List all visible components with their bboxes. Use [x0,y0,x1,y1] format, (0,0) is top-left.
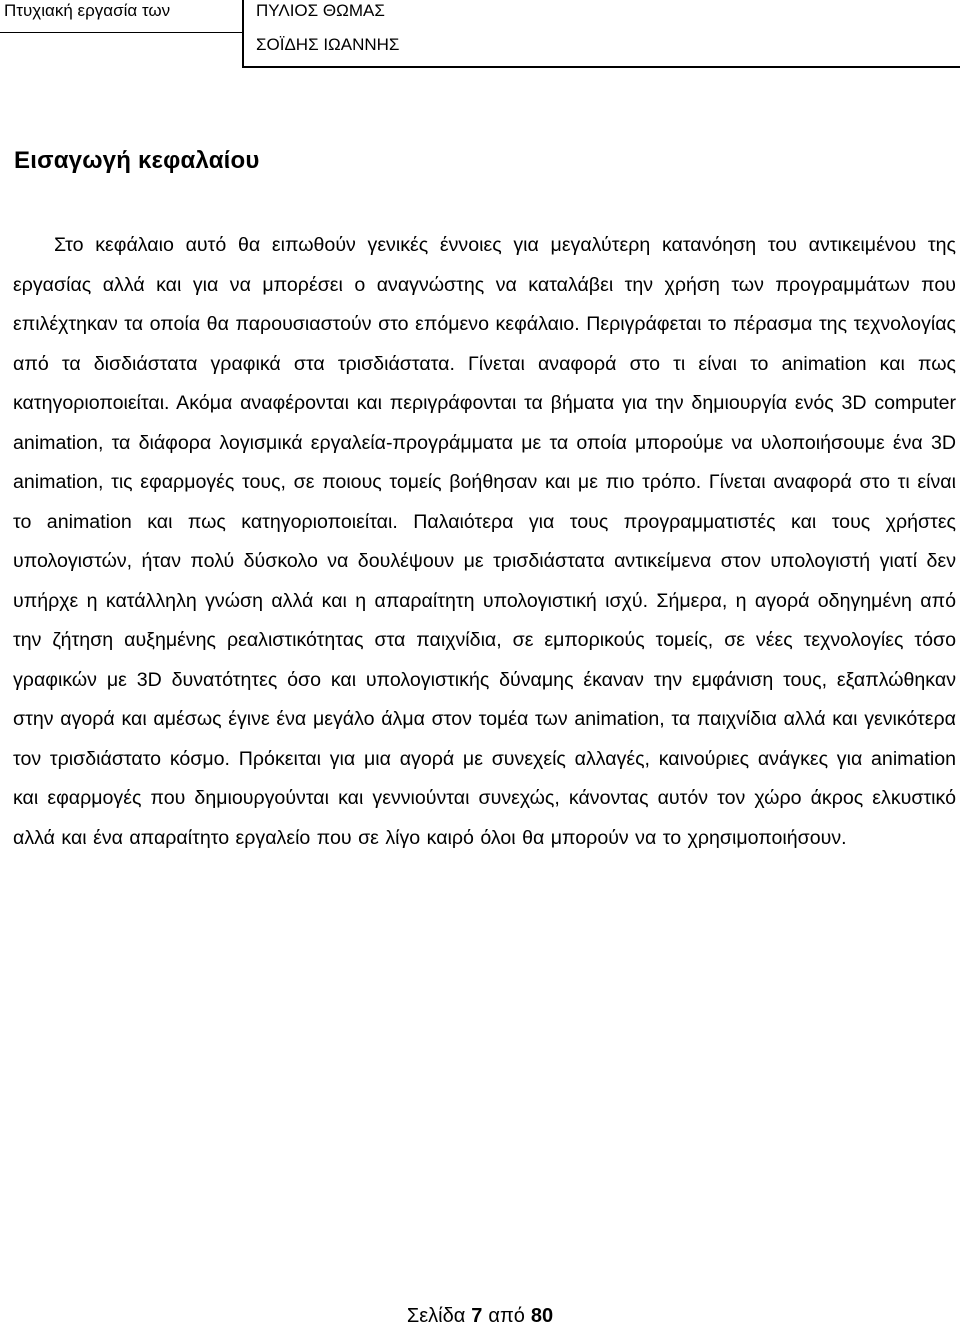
header-title: Πτυχιακή εργασία των [4,1,171,20]
header-title-cell [0,0,242,33]
header-divider [242,0,244,68]
total-pages: 80 [530,1305,554,1327]
page-number: 7 [471,1305,483,1327]
of-label: από [488,1305,525,1327]
page-header [0,0,960,68]
header-bottom-rule [242,66,960,68]
author-name-1: ΠΥΛΙΟΣ ΘΩΜΑΣ [256,1,385,20]
author-name-2: ΣΟΪΔΗΣ ΙΩΑΝΝΗΣ [256,35,400,54]
page-footer [0,1303,960,1329]
page-label: Σελίδα [406,1305,466,1327]
chapter-title: Εισαγωγή κεφαλαίου [14,147,260,174]
chapter-body-paragraph: Στο κεφάλαιο αυτό θα ειπωθούν γενικές έννοιες για μεγαλύτερη κατανόηση του αντικειμένου της εργασίας αλλά και για να μπορέσει ο αναγνώστης να καταλάβει την χρήση των προγραμμάτων που επιλέχτηκαν τα οποία θα παρουσιαστούν στο επόμενο κεφάλαιο. Περιγράφεται το πέρασμα της τεχνολογίας από τα δισδιάστατα γραφικά στα τρισδιάστατα. Γίνεται αναφορά στο τι είναι το animation και πως κατηγοριοποιείται. Ακόμα αναφέρονται και περιγράφονται τα βήματα για την δημιουργία ενός 3D computer animation, τα διάφορα λογισμικά εργαλεία-προγράμματα με τα οποία μπορούμε να υλοποιήσουμε ένα 3D animation, τις εφαρμογές τους, σε ποιους τομείς βοήθησαν και με πιο τρόπο. Γίνεται αναφορά στο τι είναι το animation και πως κατηγοριοποιείται. Παλαιότερα για τους προγραμματιστές και τους χρήστες υπολογιστών, ήταν πολύ δύσκολο να δουλέψουν με τρισδιάστατα αντικείμενα στον υπολογιστή γιατί δεν υπήρχε η κατάλληλη γνώση αλλά και η απαραίτητη υπολογιστική ισχύ. Σήμερα, η αγορά οδηγημένη από την ζήτηση αυξημένης ρεαλιστικότητας στα παιχνίδια, σε εμπορικούς τομείς, σε νέες τεχνολογίες τόσο γραφικών με 3D δυνατότητες όσο και υπολογιστικής δύναμης έκαναν την εμφάνιση τους, εξαπλώθηκαν στην αγορά και αμέσως έγινε ένα μεγάλο άλμα στον τομέα των animation, τα παιχνίδια αλλά και γενικότερα τον τρισδιάστατο κόσμο. Πρόκειται για μια αγορά με συνεχείς αλλαγές, καινούριες ανάγκες για animation και εφαρμογές που δημιουργούνται και γεννιούνται συνεχώς, κάνοντας αυτόν τον χώρο άκρος ελκυστικό αλλά και ένα απαραίτητο εργαλείο που σε λίγο καιρό όλοι θα μπορούν να το χρησιμοποιήσουν. [13,234,956,849]
